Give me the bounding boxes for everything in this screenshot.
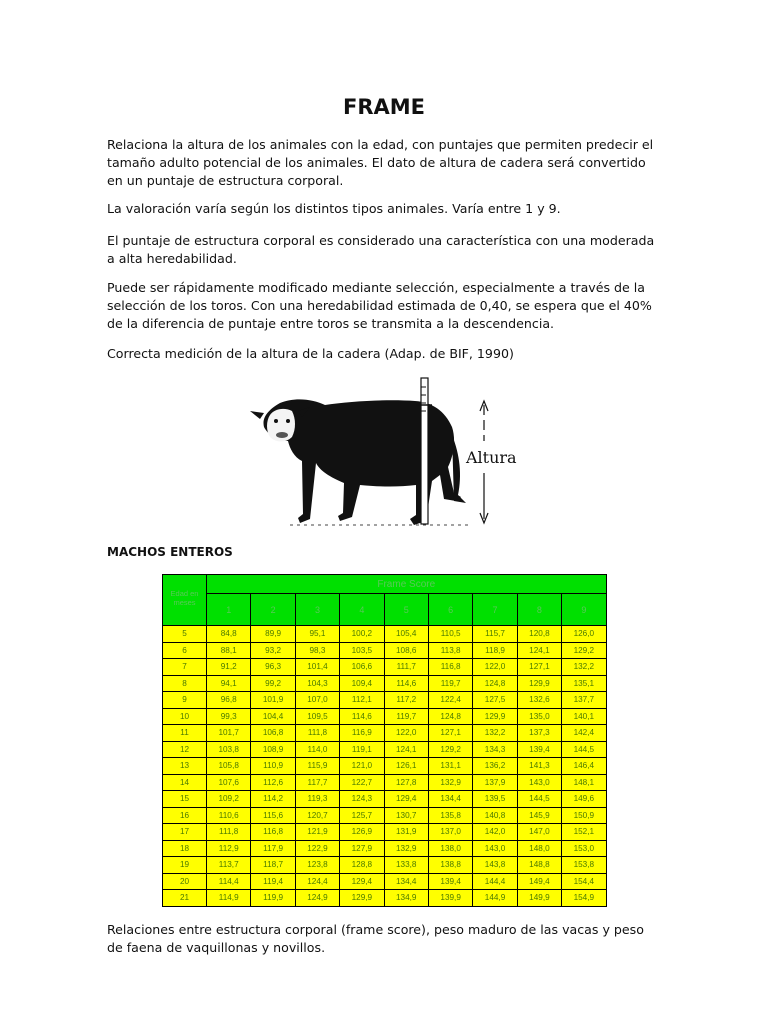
age-cell: 5 (163, 626, 207, 643)
table-row (163, 791, 607, 808)
height-cell: 124,8 (473, 675, 517, 692)
height-cell: 145,9 (517, 807, 561, 824)
height-cell: 122,4 (428, 692, 472, 709)
height-cell: 110,5 (428, 626, 472, 643)
height-cell: 122,0 (384, 725, 428, 742)
height-cell: 94,1 (207, 675, 251, 692)
height-cell: 111,8 (207, 824, 251, 841)
height-cell: 127,1 (517, 659, 561, 676)
height-cell: 129,9 (473, 708, 517, 725)
age-cell: 11 (163, 725, 207, 742)
height-cell: 129,4 (340, 873, 384, 890)
age-cell: 12 (163, 741, 207, 758)
table-row (163, 890, 607, 907)
age-cell: 15 (163, 791, 207, 808)
height-cell: 129,2 (428, 741, 472, 758)
height-cell: 121,9 (295, 824, 339, 841)
height-cell: 129,9 (517, 675, 561, 692)
height-cell: 137,3 (517, 725, 561, 742)
height-cell: 124,1 (384, 741, 428, 758)
height-cell: 152,1 (562, 824, 606, 841)
height-cell: 124,3 (340, 791, 384, 808)
age-cell: 10 (163, 708, 207, 725)
height-cell: 124,4 (295, 873, 339, 890)
height-cell: 123,8 (295, 857, 339, 874)
paragraph-footer: Relaciones entre estructura corporal (frame score), peso maduro de las vacas y peso de faena de vaquillonas y novillos. (107, 922, 644, 955)
height-cell: 109,2 (207, 791, 251, 808)
table-row (163, 758, 607, 775)
age-cell: 18 (163, 840, 207, 857)
height-cell: 126,0 (562, 626, 606, 643)
height-cell: 108,6 (384, 642, 428, 659)
table-row (163, 692, 607, 709)
height-cell: 115,7 (473, 626, 517, 643)
score-header-cell: 2 (251, 594, 295, 626)
height-cell: 118,7 (251, 857, 295, 874)
height-cell: 153,0 (562, 840, 606, 857)
height-cell: 84,8 (207, 626, 251, 643)
height-cell: 126,1 (384, 758, 428, 775)
height-cell: 107,6 (207, 774, 251, 791)
height-cell: 139,4 (517, 741, 561, 758)
height-cell: 98,3 (295, 642, 339, 659)
height-cell: 114,6 (340, 708, 384, 725)
height-cell: 122,0 (473, 659, 517, 676)
height-cell: 112,9 (207, 840, 251, 857)
paragraph-selection: Puede ser rápidamente modificado mediante selección, especialmente a través de la selección de los toros. Con una heredabilidad estimada de 0,40, se espera que el 40% de la diferencia de puntaje entre toros se transmita a la descendencia. (107, 280, 652, 331)
height-cell: 129,9 (340, 890, 384, 907)
table-row (163, 626, 607, 643)
height-cell: 114,9 (207, 890, 251, 907)
height-cell: 101,9 (251, 692, 295, 709)
height-cell: 103,5 (340, 642, 384, 659)
height-cell: 143,0 (473, 840, 517, 857)
table-row (163, 642, 607, 659)
height-cell: 132,9 (428, 774, 472, 791)
height-cell: 113,7 (207, 857, 251, 874)
height-cell: 125,7 (340, 807, 384, 824)
height-cell: 116,8 (251, 824, 295, 841)
height-cell: 115,9 (295, 758, 339, 775)
height-cell: 138,8 (428, 857, 472, 874)
height-cell: 153,8 (562, 857, 606, 874)
height-cell: 119,7 (428, 675, 472, 692)
height-cell: 129,4 (384, 791, 428, 808)
height-cell: 119,7 (384, 708, 428, 725)
table-body (163, 626, 607, 907)
height-cell: 132,6 (517, 692, 561, 709)
score-header-cell: 9 (562, 594, 606, 626)
height-cell: 106,8 (251, 725, 295, 742)
score-header-cell: 4 (340, 594, 384, 626)
table-row (163, 741, 607, 758)
height-cell: 122,9 (295, 840, 339, 857)
height-cell: 134,9 (384, 890, 428, 907)
height-cell: 150,9 (562, 807, 606, 824)
paragraph-figure-caption: Correcta medición de la altura de la cadera (Adap. de BIF, 1990) (107, 346, 514, 361)
table-row (163, 824, 607, 841)
height-cell: 96,3 (251, 659, 295, 676)
height-cell: 139,9 (428, 890, 472, 907)
page-title: FRAME (342, 95, 425, 119)
height-cell: 109,4 (340, 675, 384, 692)
height-cell: 143,8 (473, 857, 517, 874)
height-cell: 116,8 (428, 659, 472, 676)
age-cell: 19 (163, 857, 207, 874)
height-cell: 132,2 (473, 725, 517, 742)
height-cell: 136,2 (473, 758, 517, 775)
height-cell: 99,3 (207, 708, 251, 725)
age-cell: 9 (163, 692, 207, 709)
height-cell: 101,7 (207, 725, 251, 742)
score-header-cell: 7 (473, 594, 517, 626)
height-cell: 144,5 (517, 791, 561, 808)
height-cell: 118,9 (473, 642, 517, 659)
height-cell: 115,6 (251, 807, 295, 824)
height-cell: 138,0 (428, 840, 472, 857)
height-cell: 154,4 (562, 873, 606, 890)
age-column-header: Edad en meses (163, 575, 207, 626)
height-cell: 149,4 (517, 873, 561, 890)
height-cell: 126,9 (340, 824, 384, 841)
height-cell: 124,9 (295, 890, 339, 907)
age-cell: 21 (163, 890, 207, 907)
height-cell: 95,1 (295, 626, 339, 643)
height-cell: 103,8 (207, 741, 251, 758)
frame-score-table (162, 574, 607, 907)
height-cell: 137,9 (473, 774, 517, 791)
height-cell: 140,8 (473, 807, 517, 824)
height-cell: 134,4 (428, 791, 472, 808)
height-cell: 143,0 (517, 774, 561, 791)
height-cell: 112,6 (251, 774, 295, 791)
height-cell: 140,1 (562, 708, 606, 725)
height-cell: 104,4 (251, 708, 295, 725)
height-cell: 88,1 (207, 642, 251, 659)
table-row (163, 873, 607, 890)
height-cell: 133,8 (384, 857, 428, 874)
height-cell: 101,4 (295, 659, 339, 676)
height-cell: 124,8 (428, 708, 472, 725)
paragraph-range: La valoración varía según los distintos tipos animales. Varía entre 1 y 9. (107, 201, 561, 216)
height-cell: 144,5 (562, 741, 606, 758)
height-cell: 106,6 (340, 659, 384, 676)
height-cell: 109,5 (295, 708, 339, 725)
height-cell: 117,7 (295, 774, 339, 791)
height-cell: 111,8 (295, 725, 339, 742)
height-cell: 128,8 (340, 857, 384, 874)
height-cell: 149,9 (517, 890, 561, 907)
height-cell: 119,1 (340, 741, 384, 758)
age-cell: 7 (163, 659, 207, 676)
age-cell: 13 (163, 758, 207, 775)
height-cell: 119,4 (251, 873, 295, 890)
height-cell: 120,8 (517, 626, 561, 643)
score-header-row (163, 594, 607, 626)
height-cell: 154,9 (562, 890, 606, 907)
height-cell: 116,9 (340, 725, 384, 742)
height-cell: 113,8 (428, 642, 472, 659)
height-cell: 127,8 (384, 774, 428, 791)
height-cell: 96,8 (207, 692, 251, 709)
height-cell: 112,1 (340, 692, 384, 709)
table-row (163, 774, 607, 791)
bull-illustration (240, 375, 530, 535)
height-cell: 107,0 (295, 692, 339, 709)
height-cell: 120,7 (295, 807, 339, 824)
table-row (163, 840, 607, 857)
height-cell: 114,4 (207, 873, 251, 890)
height-cell: 146,4 (562, 758, 606, 775)
height-cell: 148,8 (517, 857, 561, 874)
height-cell: 114,6 (384, 675, 428, 692)
height-cell: 114,0 (295, 741, 339, 758)
hip-height-figure (240, 375, 530, 535)
height-cell: 93,2 (251, 642, 295, 659)
height-cell: 147,0 (517, 824, 561, 841)
height-cell: 121,0 (340, 758, 384, 775)
height-cell: 139,5 (473, 791, 517, 808)
paragraph-intro: Relaciona la altura de los animales con la edad, con puntajes que permiten predecir el tamaño adulto potencial de los animales. El dato de altura de cadera será convertido en un puntaje de estructura corporal. (107, 137, 654, 188)
height-cell: 134,3 (473, 741, 517, 758)
height-label: Altura (466, 448, 517, 467)
height-cell: 142,0 (473, 824, 517, 841)
height-cell: 149,6 (562, 791, 606, 808)
height-cell: 99,2 (251, 675, 295, 692)
height-cell: 91,2 (207, 659, 251, 676)
height-cell: 110,9 (251, 758, 295, 775)
height-cell: 127,1 (428, 725, 472, 742)
table-row (163, 725, 607, 742)
height-cell: 137,7 (562, 692, 606, 709)
height-cell: 117,9 (251, 840, 295, 857)
table-row (163, 708, 607, 725)
height-cell: 144,4 (473, 873, 517, 890)
score-header-cell: 3 (295, 594, 339, 626)
paragraph-heritability: El puntaje de estructura corporal es considerado una característica con una moderada a alta heredabilidad. (107, 233, 655, 266)
age-cell: 14 (163, 774, 207, 791)
height-cell: 119,9 (251, 890, 295, 907)
section-heading: MACHOS ENTEROS (107, 545, 233, 559)
score-header-cell: 6 (428, 594, 472, 626)
height-cell: 135,8 (428, 807, 472, 824)
table-row (163, 857, 607, 874)
height-cell: 114,2 (251, 791, 295, 808)
height-cell: 132,2 (562, 659, 606, 676)
frame-score-header: Frame Score (207, 575, 607, 594)
height-cell: 127,9 (340, 840, 384, 857)
table-row (163, 675, 607, 692)
height-cell: 131,1 (428, 758, 472, 775)
height-cell: 137,0 (428, 824, 472, 841)
height-cell: 142,4 (562, 725, 606, 742)
age-cell: 8 (163, 675, 207, 692)
height-cell: 108,9 (251, 741, 295, 758)
age-cell: 6 (163, 642, 207, 659)
height-cell: 122,7 (340, 774, 384, 791)
height-cell: 144,9 (473, 890, 517, 907)
height-cell: 130,7 (384, 807, 428, 824)
height-cell: 100,2 (340, 626, 384, 643)
age-cell: 17 (163, 824, 207, 841)
height-cell: 141,3 (517, 758, 561, 775)
height-cell: 135,1 (562, 675, 606, 692)
height-cell: 119,3 (295, 791, 339, 808)
height-cell: 148,0 (517, 840, 561, 857)
score-header-cell: 8 (517, 594, 561, 626)
height-cell: 134,4 (384, 873, 428, 890)
table-row (163, 807, 607, 824)
height-cell: 89,9 (251, 626, 295, 643)
age-cell: 16 (163, 807, 207, 824)
height-cell: 124,1 (517, 642, 561, 659)
height-cell: 131,9 (384, 824, 428, 841)
height-cell: 105,8 (207, 758, 251, 775)
height-cell: 148,1 (562, 774, 606, 791)
age-cell: 20 (163, 873, 207, 890)
height-cell: 117,2 (384, 692, 428, 709)
score-header-cell: 1 (207, 594, 251, 626)
height-cell: 104,3 (295, 675, 339, 692)
height-cell: 127,5 (473, 692, 517, 709)
table-row (163, 659, 607, 676)
height-cell: 132,9 (384, 840, 428, 857)
height-cell: 111,7 (384, 659, 428, 676)
height-cell: 139,4 (428, 873, 472, 890)
height-cell: 110,6 (207, 807, 251, 824)
height-cell: 135,0 (517, 708, 561, 725)
height-cell: 105,4 (384, 626, 428, 643)
height-cell: 129,2 (562, 642, 606, 659)
score-header-cell: 5 (384, 594, 428, 626)
